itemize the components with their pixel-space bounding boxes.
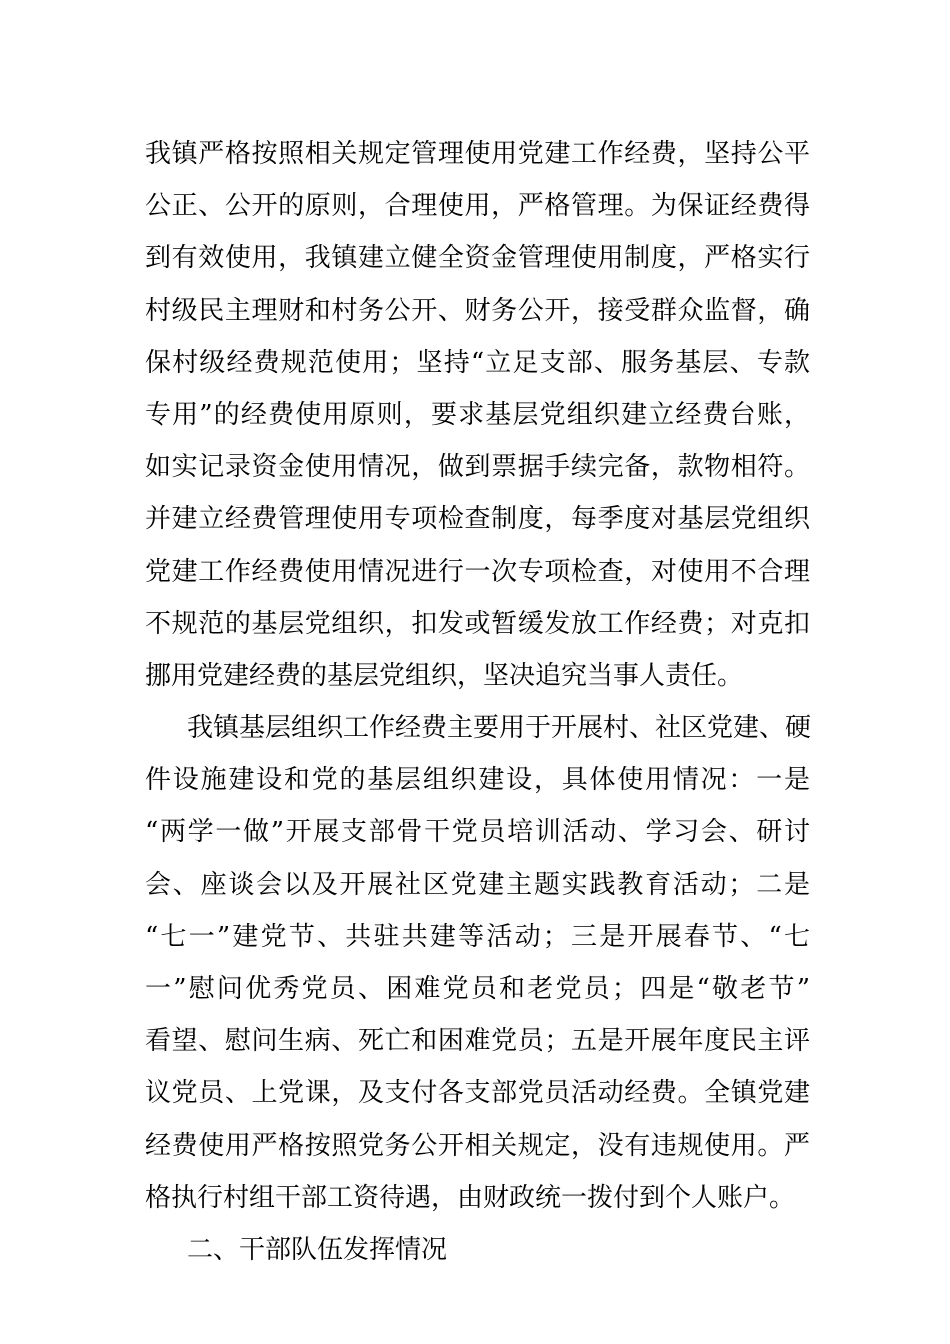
paragraph-2-line-4: 会、座谈会以及开展社区党建主题实践教育活动；二是 xyxy=(145,869,810,900)
paragraph-1-line-1: 我镇严格按照相关规定管理使用党建工作经费，坚持公平 xyxy=(145,139,810,169)
paragraph-1-line-11: 挪用党建经费的基层党组织，坚决追究当事人责任。 xyxy=(145,660,744,691)
paragraph-1-line-9: 党建工作经费使用情况进行一次专项检查，对使用不合理 xyxy=(145,556,810,587)
paragraph-2-line-5: “七一”建党节、共驻共建等活动；三是开展春节、“七 xyxy=(145,921,810,952)
section-heading: 二、干部队伍发挥情况 xyxy=(187,1234,448,1265)
paragraph-2-line-9: 经费使用严格按照党务公开相关规定，没有违规使用。严 xyxy=(145,1130,810,1161)
paragraph-1-line-8: 并建立经费管理使用专项检查制度，每季度对基层党组织 xyxy=(145,504,810,535)
paragraph-1-line-10: 不规范的基层党组织，扣发或暂缓发放工作经费；对克扣 xyxy=(145,608,810,639)
paragraph-2-line-6: 一”慰问优秀党员、困难党员和老党员；四是“敬老节” xyxy=(145,974,810,1004)
paragraph-1-line-5: 保村级经费规范使用；坚持“立足支部、服务基层、专款 xyxy=(145,347,810,378)
paragraph-2-line-2: 件设施建设和党的基层组织建设，具体使用情况：一是 xyxy=(145,765,810,796)
document-body xyxy=(145,128,810,1276)
paragraph-2-line-10: 格执行村组干部工资待遇，由财政统一拨付到个人账户。 xyxy=(145,1182,796,1213)
paragraph-1-line-7: 如实记录资金使用情况，做到票据手续完备，款物相符。 xyxy=(145,452,810,483)
paragraph-1-line-6: 专用”的经费使用原则，要求基层党组织建立经费台账， xyxy=(145,399,810,430)
paragraph-2-line-8: 议党员、上党课，及支付各支部党员活动经费。全镇党建 xyxy=(145,1078,810,1109)
paragraph-2-line-3: “两学一做”开展支部骨干党员培训活动、学习会、研讨 xyxy=(145,817,810,848)
paragraph-1-line-3: 到有效使用，我镇建立健全资金管理使用制度，严格实行 xyxy=(145,243,810,274)
paragraph-2-line-1: 我镇基层组织工作经费主要用于开展村、社区党建、硬 xyxy=(187,713,812,744)
paragraph-2-line-7: 看望、慰问生病、死亡和困难党员；五是开展年度民主评 xyxy=(145,1026,810,1057)
paragraph-1-line-4: 村级民主理财和村务公开、财务公开，接受群众监督，确 xyxy=(145,295,810,326)
paragraph-1-line-2: 公正、公开的原则，合理使用，严格管理。为保证经费得 xyxy=(145,191,810,222)
